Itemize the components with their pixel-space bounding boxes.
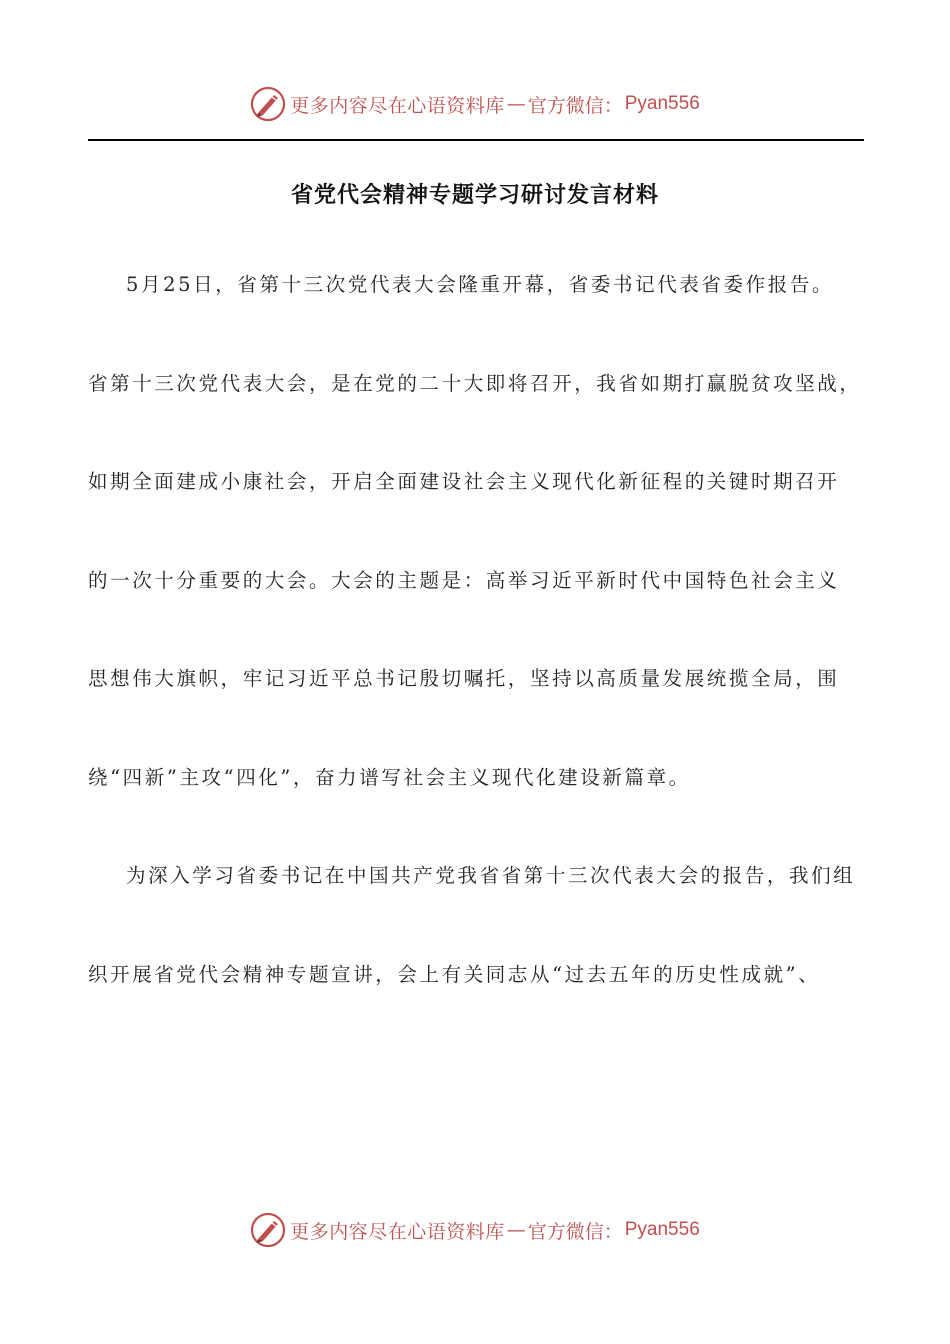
body-line: 织开展省党代会精神专题宣讲，会上有关同志从“过去五年的历史性成就”、 (88, 962, 821, 986)
body-line: 省第十三次党代表大会，是在党的二十大即将召开，我省如期打赢脱贫攻坚战， (88, 371, 862, 395)
footer-banner (0, 1210, 950, 1250)
document-title: 省党代会精神专题学习研讨发言材料 (290, 182, 659, 208)
banner-wechat-label: 官方微信： (527, 94, 623, 117)
pen-logo-icon (250, 86, 286, 122)
banner-slogan: 更多内容尽在心语资料库 (290, 94, 505, 117)
header-banner (0, 84, 950, 124)
banner-wechat-id: Pyan556 (624, 93, 700, 114)
header-divider (88, 139, 864, 141)
body-line: 的一次十分重要的大会。大会的主题是：高举习近平新时代中国特色社会主义 (88, 568, 840, 592)
body-line: 思想伟大旗帜，牢记习近平总书记殷切嘱托，坚持以高质量发展统揽全局，围 (88, 667, 840, 690)
body-line: 5月25日，省第十三次党代表大会隆重开幕，省委书记代表省委作报告。 (126, 273, 835, 296)
body-line: 为深入学习省委书记在中国共产党我省省第十三次代表大会的报告，我们组 (126, 864, 856, 887)
banner-slogan: 更多内容尽在心语资料库 (290, 1220, 505, 1243)
body-line: 绕“四新”主攻“四化”，奋力谱写社会主义现代化建设新篇章。 (88, 765, 691, 789)
banner-wechat-label: 官方微信： (527, 1220, 623, 1243)
document-body (88, 262, 862, 1050)
banner-wechat-id: Pyan556 (624, 1219, 700, 1240)
banner-separator: — (506, 93, 526, 115)
pen-logo-icon (250, 1212, 286, 1248)
body-line: 如期全面建成小康社会，开启全面建设社会主义现代化新征程的关键时期召开 (88, 470, 840, 493)
banner-separator: — (506, 1219, 526, 1241)
